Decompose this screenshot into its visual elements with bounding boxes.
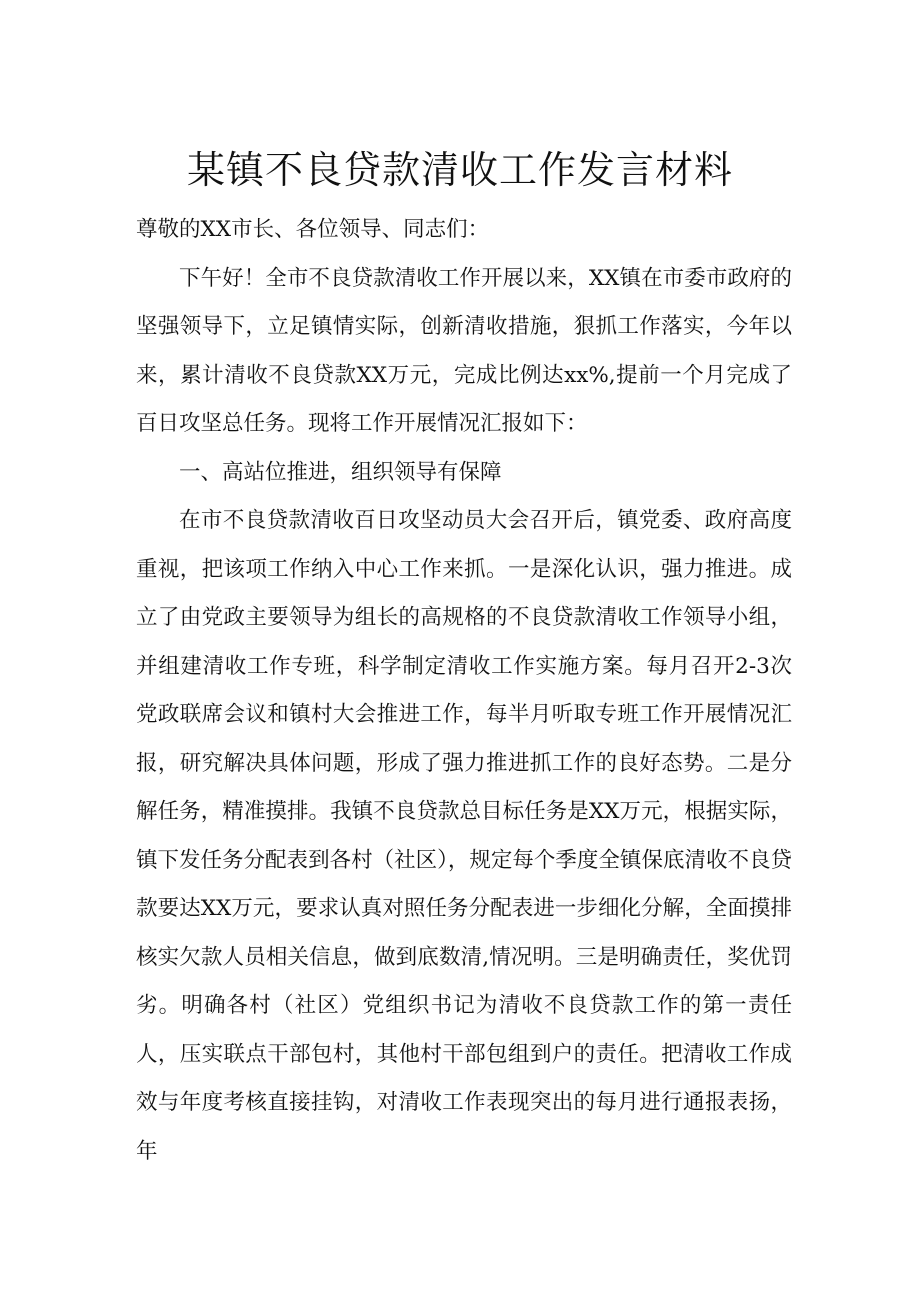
salutation: 尊敬的XX市长、各位领导、同志们：: [136, 217, 490, 242]
document-title: 某镇不良贷款清收工作发言材料: [186, 148, 733, 192]
paragraph-section-1-body: 在市不良贷款清收百日攻坚动员大会召开后，镇党委、政府高度重视，把该项工作纳入中心工作来抓。一是深化认识，强力推进。成立了由党政主要领导为组长的高规格的不良贷款清收工作领导小组，并组建清收工作专班，科学制定清收工作实施方案。每月召开2-3次党政联席会议和镇村大会推进工作，每半月听取专班工作开展情况汇报，研究解决具体问题，形成了强力推进抓工作的良好态势。二是分解任务，精准摸排。我镇不良贷款总目标任务是XX万元，根据实际，镇下发任务分配表到各村（社区），规定每个季度全镇保底清收不良贷款要达XX万元，要求认真对照任务分配表进一步细化分解，全面摸排核实欠款人员相关信息，做到底数清,情况明。三是明确责任，奖优罚劣。明确各村（社区）党组织书记为清收不良贷款工作的第一责任人，压实联点干部包村，其他村干部包组到户的责任。把清收工作成效与年度考核直接挂钩，对清收工作表现突出的每月进行通报表扬，年: [136, 508, 792, 1164]
section-heading-1: 一、高站位推进，组织领导有保障: [179, 459, 502, 485]
document-body: [136, 206, 792, 1176]
paragraph-greeting: 下午好！全市不良贷款清收工作开展以来，XX镇在市委市政府的坚强领导下，立足镇情实际，创新清收措施，狠抓工作落实，今年以来，累计清收不良贷款XX万元，完成比例达xx%,提前一个月完成了百日攻坚总任务。现将工作开展情况汇报如下：: [136, 265, 792, 436]
